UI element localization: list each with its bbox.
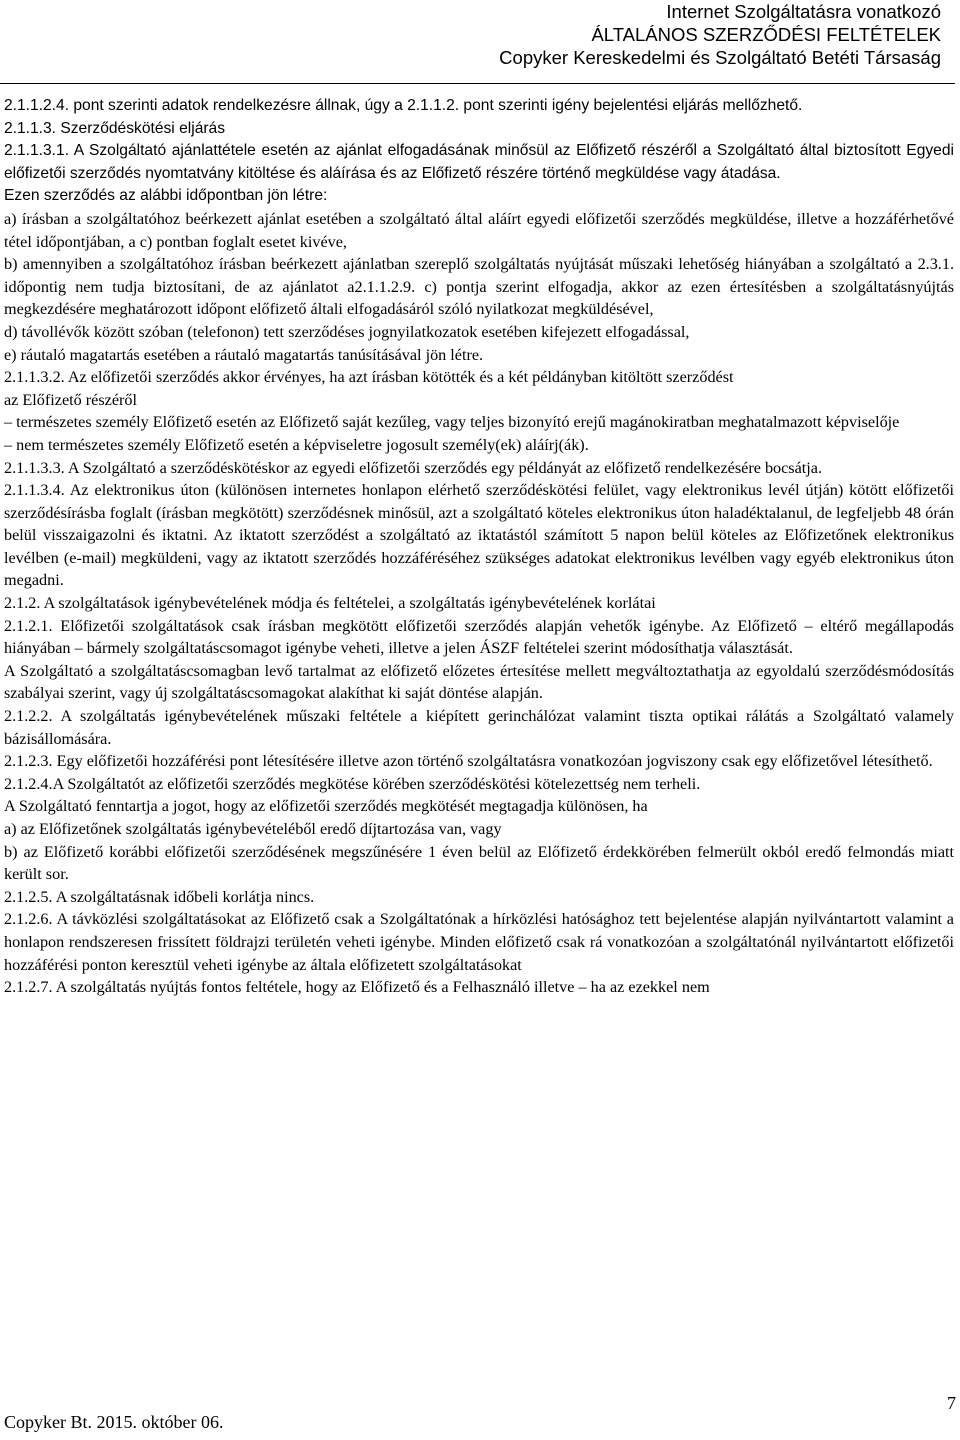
header-subtitle: Internet Szolgáltatásra vonatkozó (666, 1, 941, 22)
paragraph: Ezen szerződés az alábbi időpontban jön létre: (4, 187, 328, 205)
document-header (0, 0, 960, 86)
paragraph: 2.1.1.3. Szerződéskötési eljárás (4, 119, 226, 137)
paragraph: 2.1.2.5. A szolgáltatásnak időbeli korlátja nincs. (4, 887, 315, 906)
paragraph: a) az Előfizetőnek szolgáltatás igénybevételéből eredő díjtartozása van, vagy (4, 820, 502, 838)
paragraph: – nem természetes személy Előfizető esetén a képviseletre jogosult személy(ek) aláírj(ák). (4, 435, 589, 454)
paragraph: b) amennyiben a szolgáltatóhoz írásban beérkezett ajánlatban szereplő szolgáltatás nyújtását műszaki lehetőség hiányában a szolgáltató a 2.3.1. időpontig nem tudja biztosítani, de az ajánlatot a2.1.1.2.9. c) pontja szerint elfogadja, akkor az ezen értesítésben a szolgáltatásnyújtás megkezdésére meghatározott időpont előfizető általi elfogadásáról szóló nyilatkozat megküldésével, (4, 255, 954, 319)
paragraph: 2.1.1.3.2. Az előfizetői szerződés akkor érvényes, ha azt írásban kötötték és a két példányban kitöltött szerződést (4, 368, 734, 387)
header-company: Copyker Kereskedelmi és Szolgáltató Betéti Társaság (499, 47, 941, 68)
header-title: ÁLTALÁNOS SZERZŐDÉSI FELTÉTELEK (591, 24, 941, 45)
paragraph: 2.1.1.3.4. Az elektronikus úton (különösen internetes honlapon elérhető szerződéskötési felület, vagy elektronikus levél útján) kötött előfizetői szerződésírásba foglalt (írásban megkötött) szerződésnek minősül, azt a szolgáltató köteles elektronikus úton haladéktalanul, de legfeljebb 48 órán belül visszaigazolni és iktatni. Az iktatott szerződést a szolgáltató az iktatástól számított 5 napon belül köteles az Előfizetőnek elektronikus levélben (e-mail) megküldeni, vagy az iktatott szerződés hozzáféréséhez szükséges adatokat elektronikus levélben vagy egyéb elektronikus úton megadni. (4, 481, 954, 590)
paragraph: 2.1.2.2. A szolgáltatás igénybevételének műszaki feltétele a kiépített gerinchálózat valamint tiszta optikai rálátás a Szolgáltató valamely bázisállomására. (4, 707, 954, 748)
paragraph: A Szolgáltató a szolgáltatáscsomagban levő tartalmat az előfizető előzetes értesítése mellett megváltoztathatja az egyoldalú szerződésmódosítás szabályai szerint, vagy új szolgáltatáscsomagokat alakíthat ki saját döntése alapján. (4, 661, 954, 703)
footer-date: Copyker Bt. 2015. október 06. (4, 1412, 224, 1432)
paragraph: a) írásban a szolgáltatóhoz beérkezett ajánlat esetében a szolgáltató által aláírt egyedi előfizetői szerződés megküldése, illetve a hozzáférhetővé tétel időpontjában, a c) pontban foglalt esetet kivéve, (4, 209, 954, 251)
document-body (4, 95, 954, 999)
paragraph: 2.1.2.7. A szolgáltatás nyújtás fontos feltétele, hogy az Előfizető és a Felhasználó illetve – ha az ezekkel nem (4, 978, 710, 997)
paragraph: 2.1.2.3. Egy előfizetői hozzáférési pont létesítésére illetve azon történő szolgáltatásra vonatkozóan jogviszony csak egy előfizetővel létesíthető. (4, 752, 933, 771)
paragraph: e) ráutaló magatartás esetében a ráutaló magatartás tanúsításával jön létre. (4, 345, 484, 364)
paragraph: – természetes személy Előfizető esetén az Előfizető saját kezűleg, vagy teljes bizonyító erejű magánokiratban meghatalmazott képviselője (4, 413, 900, 432)
paragraph: 2.1.2.4.A Szolgáltatót az előfizetői szerződés megkötése körében szerződéskötési kötelezettség nem terheli. (4, 774, 701, 793)
paragraph: d) távollévők között szóban (telefonon) tett szerződéses jognyilatkozatok esetében kifejezett elfogadással, (4, 322, 690, 341)
paragraph: 2.1.2. A szolgáltatások igénybevételének módja és feltételei, a szolgáltatás igénybevételének korlátai (4, 594, 656, 613)
paragraph: A Szolgáltató fenntartja a jogot, hogy az előfizetői szerződés megkötését megtagadja különösen, ha (4, 797, 648, 816)
header-divider (0, 83, 955, 84)
paragraph: 2.1.1.2.4. pont szerinti adatok rendelkezésre állnak, úgy a 2.1.1.2. pont szerinti igény bejelentési eljárás mellőzhető. (4, 97, 803, 114)
paragraph: 2.1.2.6. A távközlési szolgáltatásokat az Előfizető csak a Szolgáltatónak a hírközlési hatósághoz tett bejelentése alapján nyilvántartott valamint a honlapon rendszeresen frissített földrajzi területén veheti igénybe. Minden előfizető csak rá vonatkozóan a szolgáltatónál nyilvántartott előfizetői hozzáférési ponton keresztül veheti igénybe az általa előfizetett szolgáltatásokat (4, 910, 954, 974)
page-number: 7 (947, 1393, 956, 1413)
paragraph: b) az Előfizető korábbi előfizetői szerződésének megszűnésére 1 éven belül az Előfizető érdekkörében felmerült okból eredő felmondás miatt került sor. (4, 842, 954, 884)
paragraph: az Előfizető részéről (4, 390, 138, 409)
paragraph: 2.1.1.3.3. A Szolgáltató a szerződéskötéskor az egyedi előfizetői szerződés egy példányát az előfizető rendelkezésére bocsátja. (4, 458, 823, 477)
paragraph: 2.1.2.1. Előfizetői szolgáltatások csak írásban megkötött előfizetői szerződés alapján vehetők igénybe. Az Előfizető – eltérő megállapodás hiányában – bármely szolgáltatáscsomagot igénybe veheti, illetve a jelen ÁSZF feltételei szerint módosíthatja választását. (4, 616, 954, 658)
paragraph: 2.1.1.3.1. A Szolgáltató ajánlattétele esetén az ajánlat elfogadásának minősül az Előfizető részéről a Szolgáltató által biztosított Egyedi előfizetői szerződés nyomtatvány kitöltése és aláírása és az Előfizető részére történő megküldése vagy átadása. (4, 142, 954, 182)
